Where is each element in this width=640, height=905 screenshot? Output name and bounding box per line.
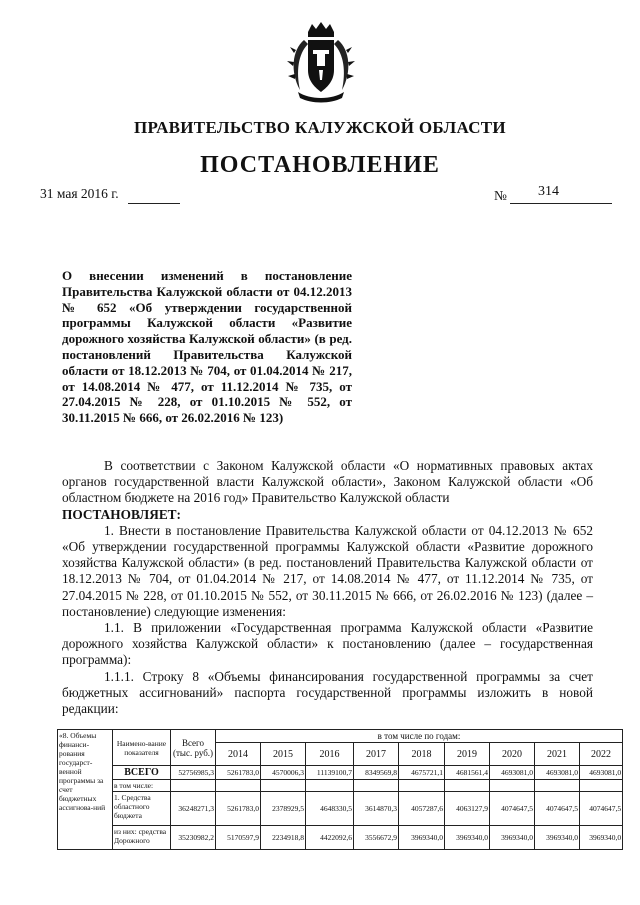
table-row	[58, 826, 623, 850]
year-header: 2014	[216, 743, 261, 766]
row-name-cell: 1. Средства областного бюджета	[113, 792, 171, 826]
row-year-value-cell: 4693081,0	[580, 766, 623, 780]
years-group-header: в том числе по годам:	[216, 730, 623, 743]
row-year-value-cell: 3614870,3	[354, 792, 399, 826]
decree-word: ПОСТАНОВЛЯЕТ:	[62, 506, 181, 522]
row-year-value-cell: 4681561,4	[445, 766, 490, 780]
row-year-value-cell: 4422092,6	[306, 826, 354, 850]
paragraph-preamble	[62, 458, 593, 507]
row-year-value-cell	[261, 780, 306, 792]
row-year-value-cell	[354, 780, 399, 792]
row-year-value-cell	[490, 780, 535, 792]
row-year-value-cell: 5261783,0	[216, 766, 261, 780]
year-header: 2017	[354, 743, 399, 766]
row-year-value-cell: 3969340,0	[580, 826, 623, 850]
row-year-value-cell: 3969340,0	[535, 826, 580, 850]
row-year-value-cell: 4057287,6	[399, 792, 445, 826]
row-total-cell: 52756985,3	[171, 766, 216, 780]
row-total-cell: 35230982,2	[171, 826, 216, 850]
row-year-value-cell: 5170597,9	[216, 826, 261, 850]
row-year-value-cell: 4570006,3	[261, 766, 306, 780]
column-total-header: Всего (тыс. руб.)	[171, 730, 216, 766]
date-underline	[128, 203, 180, 204]
row-year-value-cell	[306, 780, 354, 792]
row-year-value-cell: 2378929,5	[261, 792, 306, 826]
row-year-value-cell: 5261783,0	[216, 792, 261, 826]
row-year-value-cell	[216, 780, 261, 792]
row-year-value-cell: 4074647,5	[490, 792, 535, 826]
row-name-cell: из них: средства Дорожного	[113, 826, 171, 850]
row-name-cell: ВСЕГО	[113, 766, 171, 780]
row-year-value-cell	[399, 780, 445, 792]
row-year-value-cell: 8349569,8	[354, 766, 399, 780]
paragraph-item-1-1-1: 1.1.1. Строку 8 «Объемы финансирования государственной программы за счет бюджетных ассигнований» паспорта государственной программы изложить в новой редакции:	[62, 668, 593, 717]
document-number: 314	[538, 184, 559, 199]
row-label-cell: «8. Объемы финанси-рования государст-венной программы за счет бюджетных ассигнова-ний	[58, 730, 113, 850]
table-row	[58, 780, 623, 792]
document-type: ПОСТАНОВЛЕНИЕ	[200, 152, 440, 178]
table-row	[58, 792, 623, 826]
row-year-value-cell: 3556672,9	[354, 826, 399, 850]
government-name: ПРАВИТЕЛЬСТВО КАЛУЖСКОЙ ОБЛАСТИ	[134, 118, 506, 137]
row-year-value-cell: 3969340,0	[490, 826, 535, 850]
row-year-value-cell	[580, 780, 623, 792]
year-header: 2015	[261, 743, 306, 766]
row-name-cell: в том числе:	[113, 780, 171, 792]
row-year-value-cell: 4693081,0	[535, 766, 580, 780]
year-header: 2022	[580, 743, 623, 766]
row-year-value-cell: 4693081,0	[490, 766, 535, 780]
document-body	[62, 458, 593, 717]
financing-table	[57, 729, 623, 850]
coat-of-arms-icon	[286, 20, 356, 104]
year-header: 2016	[306, 743, 354, 766]
row-year-value-cell: 4074647,5	[580, 792, 623, 826]
number-underline	[510, 203, 612, 204]
preamble-text: В соответствии с Законом Калужской области «О нормативных правовых актах органов государственной власти Калужской области», Законом Калужской области «Об областном бюджете на 2016 год» Правительство Калужской области	[62, 458, 593, 506]
table-row	[58, 766, 623, 780]
column-name-header: Наимено-вание показателя	[113, 730, 171, 766]
paragraph-item-1: 1. Внести в постановление Правительства Калужской области от 04.12.2013 № 652 «Об утверждении государственной программы Калужской области «Развитие дорожного хозяйства Калужской области» (в ред. постановлений Правительства Калужской области от 18.12.2013 № 704, от 01.04.2014 № 217, от 14.08.2014 № 477, от 11.12.2014 № 735, от 27.04.2015 № 228, от 01.10.2015 № 552, от 30.11.2015 № 666, от 26.02.2016 № 123) (далее – постановление) следующие изменения:	[62, 522, 593, 619]
row-year-value-cell: 11139100,7	[306, 766, 354, 780]
row-total-cell	[171, 780, 216, 792]
year-header: 2020	[490, 743, 535, 766]
document-date: 31 мая 2016 г.	[40, 186, 119, 201]
number-sign: №	[494, 188, 507, 203]
row-year-value-cell	[445, 780, 490, 792]
row-year-value-cell: 4063127,9	[445, 792, 490, 826]
row-year-value-cell: 4675721,1	[399, 766, 445, 780]
row-year-value-cell: 4074647,5	[535, 792, 580, 826]
row-total-cell: 36248271,3	[171, 792, 216, 826]
table-header-row	[58, 730, 623, 743]
year-header: 2019	[445, 743, 490, 766]
row-year-value-cell: 2234918,8	[261, 826, 306, 850]
row-year-value-cell: 3969340,0	[445, 826, 490, 850]
row-year-value-cell: 3969340,0	[399, 826, 445, 850]
paragraph-item-1-1: 1.1. В приложении «Государственная программа Калужской области «Развитие дорожного хозяйства Калужской области» к постановлению (далее – государственная программа):	[62, 620, 593, 668]
row-year-value-cell	[535, 780, 580, 792]
document-title: О внесении изменений в постановление Правительства Калужской области от 04.12.2013 № 652 «Об утверждении государственной программы Калужской области «Развитие дорожного хозяйства Калужской области» (в ред. постановлений Правительства Калужской области от 18.12.2013 № 704, от 01.04.2014 № 217, от 14.08.2014 № 477, от 11.12.2014 № 735, от 27.04.2015 № 228, от 01.10.2015 № 552, от 30.11.2015 № 666, от 26.02.2016 № 123)	[62, 268, 352, 426]
year-header: 2018	[399, 743, 445, 766]
row-year-value-cell: 4648330,5	[306, 792, 354, 826]
year-header: 2021	[535, 743, 580, 766]
